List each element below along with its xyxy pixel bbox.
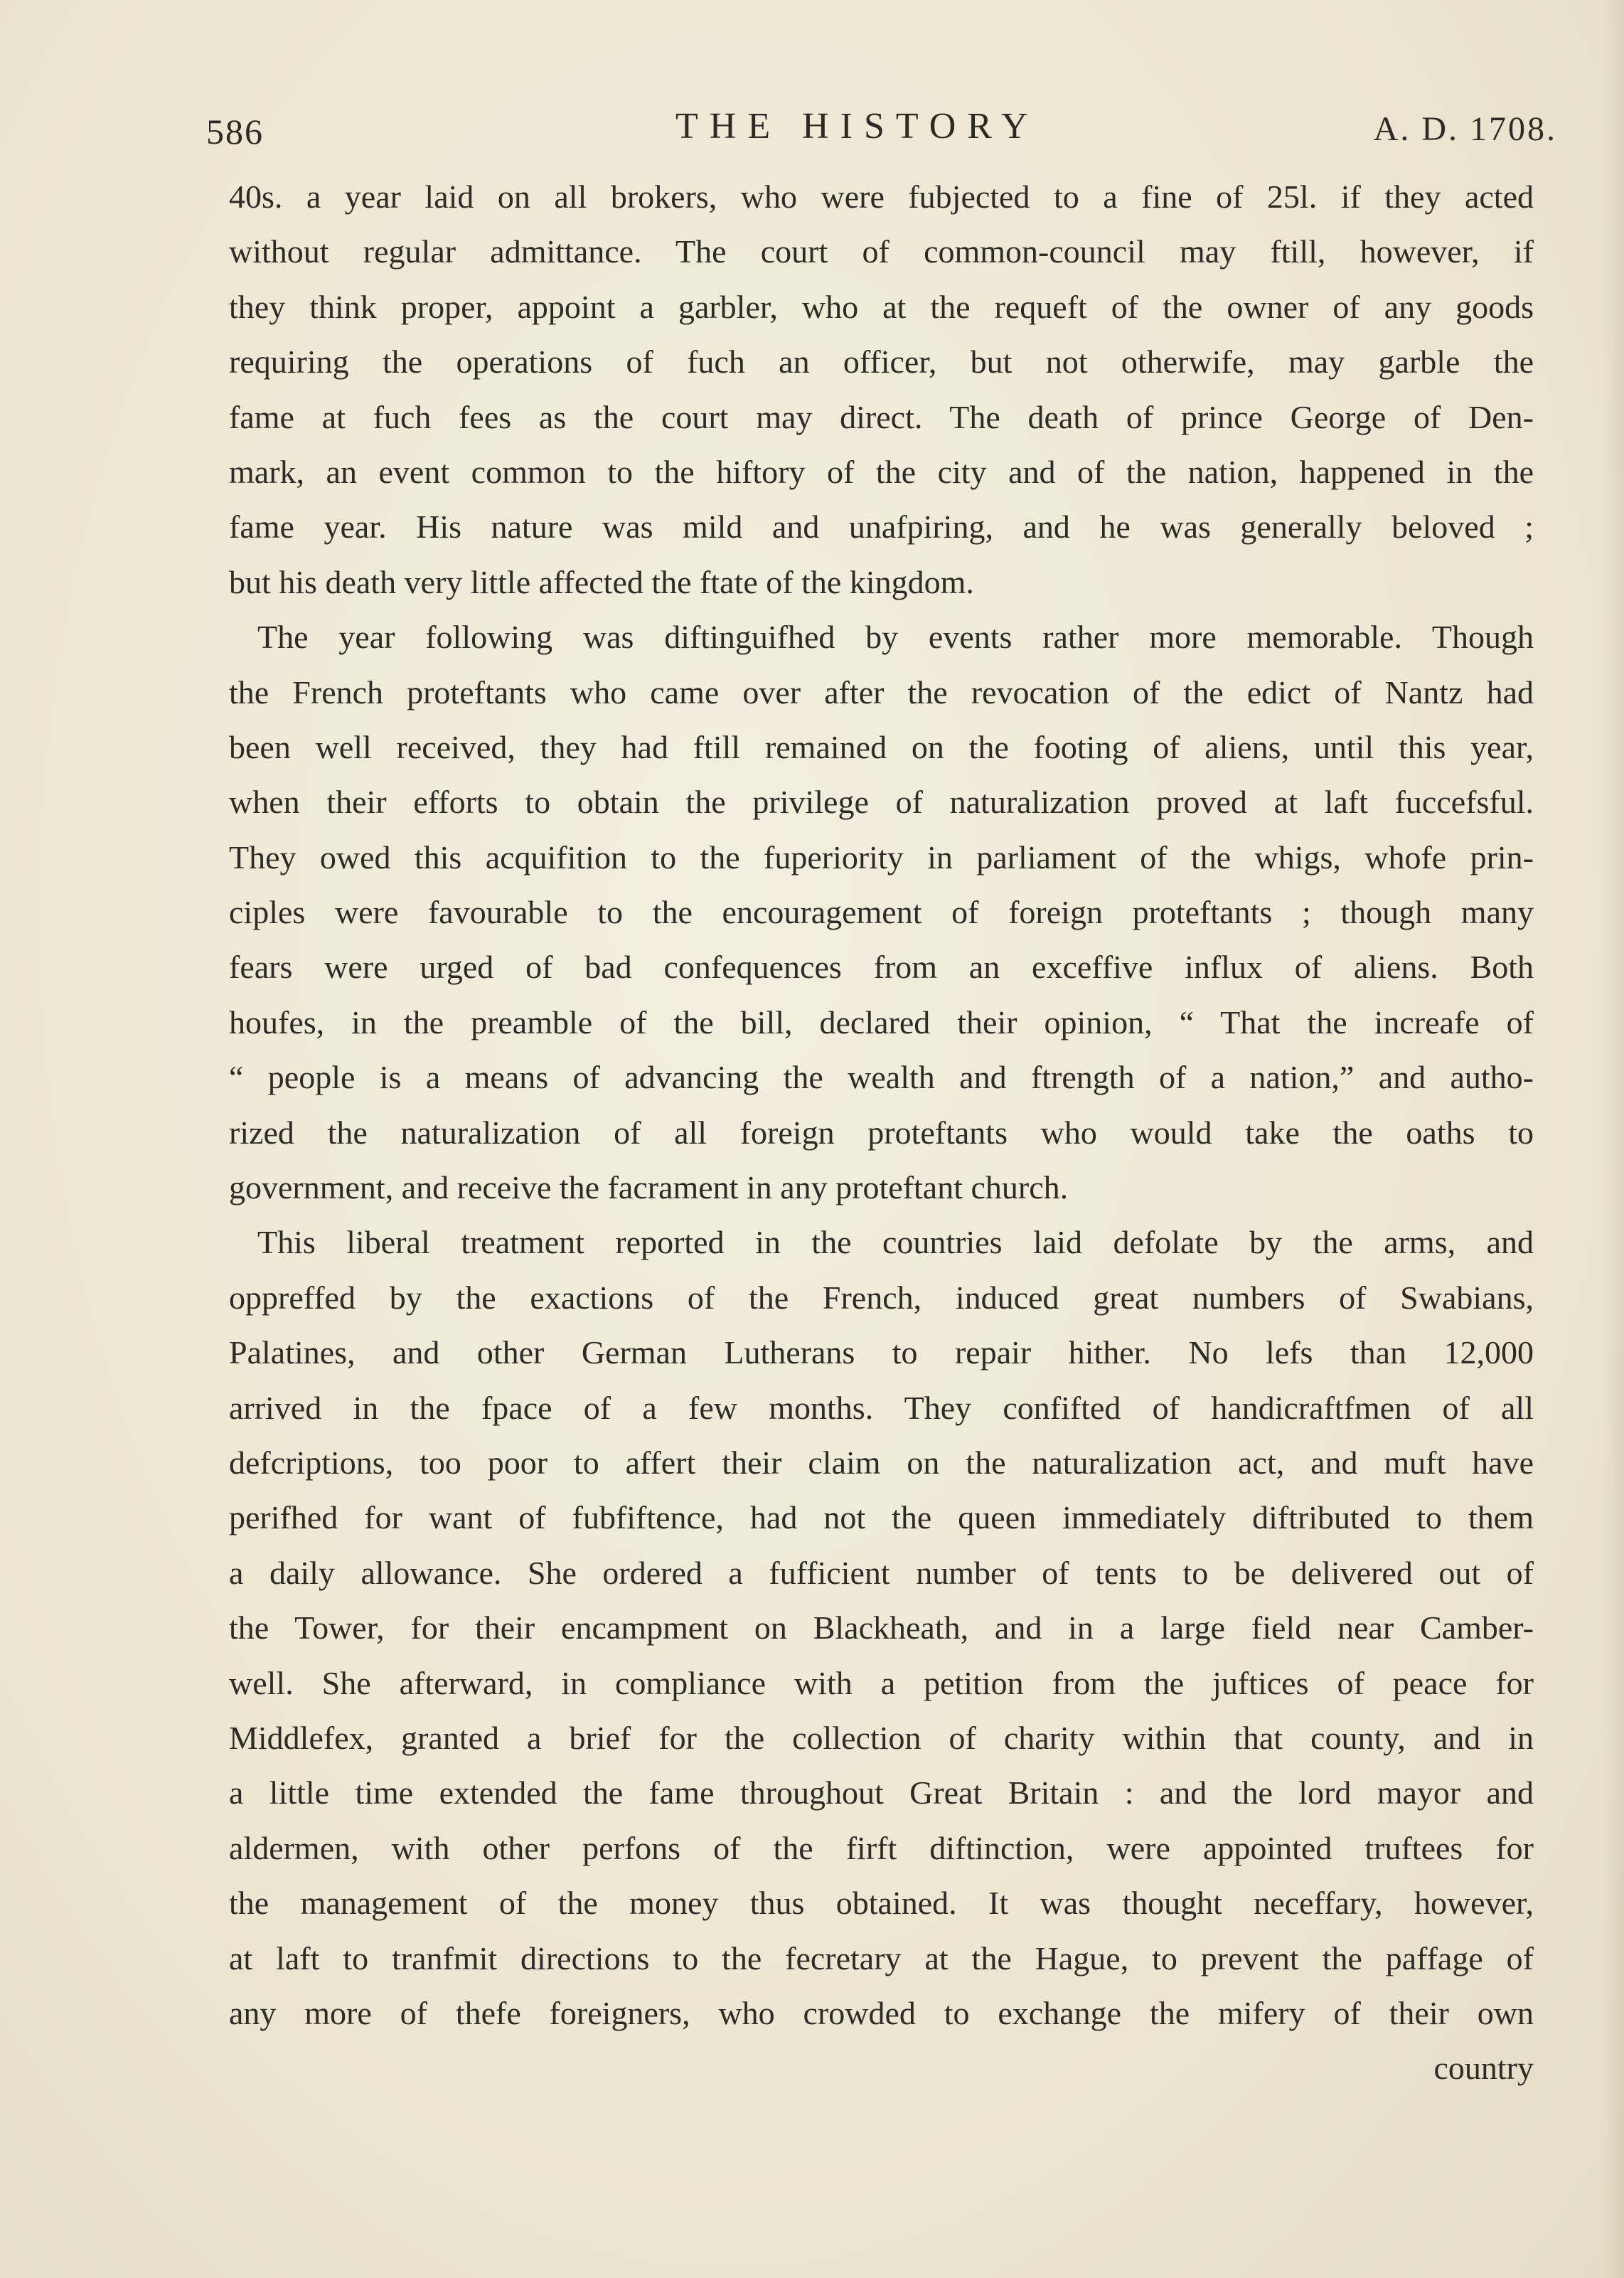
text-line: arrived in the fpace of a few months. They confifted of handicraftfmen of all [229,1389,1534,1426]
text-line: the management of the money thus obtained. It was thought neceffary, however, [229,1885,1534,1922]
text-line: the Tower, for their encampment on Blackheath, and in a large field near Camber- [229,1609,1534,1646]
text-line: fame year. His nature was mild and unafpiring, and he was generally beloved ; [229,509,1534,545]
text-line: the French proteftants who came over after the revocation of the edict of Nantz had [229,674,1534,710]
text-line: aldermen, with other perfons of the firft diftinction, were appointed truftees for [229,1829,1534,1866]
text-line: oppreffed by the exactions of the French, induced great numbers of Swabians, [229,1279,1534,1316]
page-header [206,105,1557,162]
text-line: they think proper, appoint a garbler, who at the requeft of the owner of any goods [229,288,1534,325]
text-line: fears were urged of bad confequences from an exceffive influx of aliens. Both [229,949,1534,986]
text-line: fame at fuch fees as the court may direct. The death of prince George of Den- [229,398,1534,435]
text-line: Middlefex, granted a brief for the collection of charity within that county, and in [229,1719,1534,1756]
text-line: rized the naturalization of all foreign proteftants who would take the oaths to [229,1114,1534,1151]
text-line: ciples were favourable to the encouragement of foreign proteftants ; though many [229,894,1534,931]
text-line: a little time extended the fame throughout Great Britain : and the lord mayor and [229,1774,1534,1811]
text-line: well. She afterward, in compliance with a petition from the juftices of peace for [229,1664,1534,1701]
text-line: mark, an event common to the hiftory of the city and of the nation, happened in the [229,453,1534,490]
text-line: a daily allowance. She ordered a fufficient number of tents to be delivered out of [229,1554,1534,1591]
text-line: defcriptions, too poor to affert their claim on the naturalization act, and muft have [229,1444,1534,1481]
body-text [229,169,1534,2096]
page-number: 586 [206,112,264,151]
running-title: THE HISTORY [675,106,1040,147]
text-line: but his death very little affected the ftate of the kingdom. [229,563,974,600]
paragraph-start-line: The year following was diftinguifhed by events rather more memorable. Though [257,619,1534,656]
catchword: country [1433,2050,1534,2087]
text-line: government, and receive the facrament in any proteftant church. [229,1169,1069,1206]
text-line: 40s. a year laid on all brokers, who were fubjected to a fine of 25l. if they acted [229,179,1534,215]
text-line: They owed this acquifition to the fuperiority in parliament of the whigs, whofe prin- [229,839,1534,875]
text-line: “ people is a means of advancing the wealth and ftrength of a nation,” and autho- [229,1059,1534,1096]
page-edge-shadow [1603,0,1624,2278]
text-line: houfes, in the preamble of the bill, declared their opinion, “ That the increafe of [229,1004,1534,1040]
text-line: requiring the operations of fuch an officer, but not otherwife, may garble the [229,344,1534,380]
text-line: without regular admittance. The court of common-council may ftill, however, if [229,233,1534,270]
text-line: Palatines, and other German Lutherans to repair hither. No lefs than 12,000 [229,1334,1534,1371]
header-date: A. D. 1708. [1373,110,1557,148]
text-line: any more of thefe foreigners, who crowded to exchange the mifery of their own [229,1994,1534,2031]
text-line: when their efforts to obtain the privilege of naturalization proved at laft fuccefsful. [229,784,1534,821]
text-line: perifhed for want of fubfiftence, had not the queen immediately diftributed to them [229,1499,1534,1536]
text-line: been well received, they had ftill remained on the footing of aliens, until this year, [229,728,1534,765]
paragraph-start-line: This liberal treatment reported in the countries laid defolate by the arms, and [257,1224,1534,1261]
text-line: at laft to tranfmit directions to the fecretary at the Hague, to prevent the paffage of [229,1939,1534,1976]
